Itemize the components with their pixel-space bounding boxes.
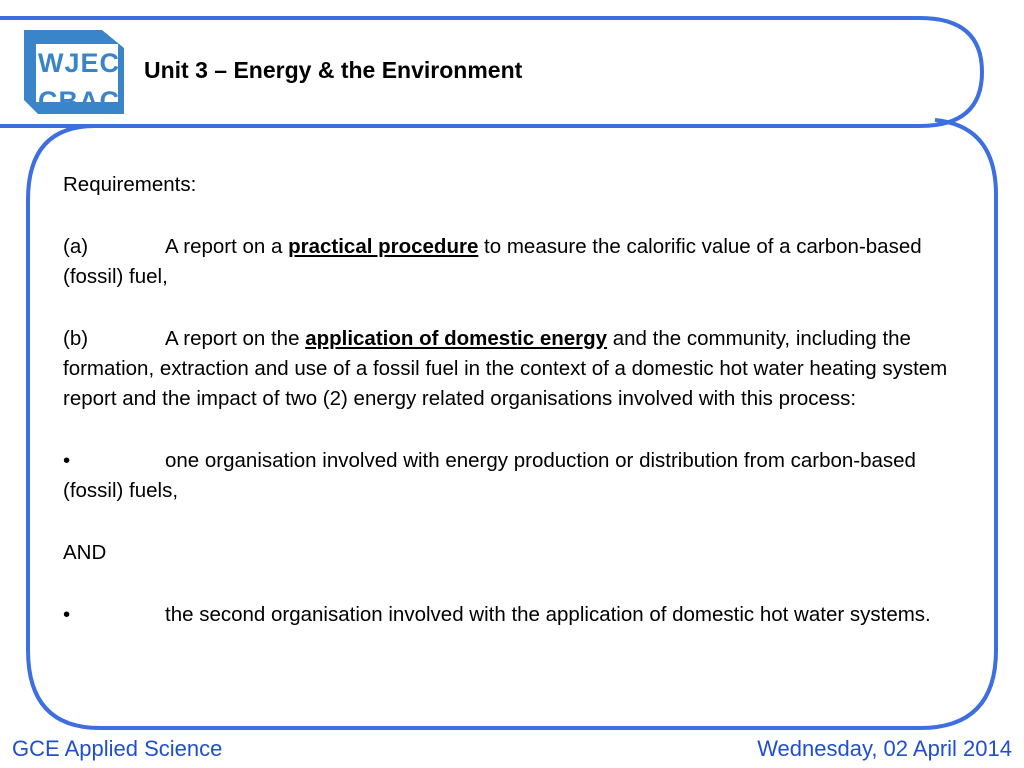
conjunction-and: AND bbox=[63, 541, 107, 564]
requirement-b-text-after: and the community, including the formation, extraction and use of a fossil fuel in the context of a domestic hot water heating system report and the impact of two (2) energy related organisations involved with this process: bbox=[63, 327, 948, 410]
requirements-heading: Requirements: bbox=[63, 173, 197, 196]
requirements-content bbox=[63, 170, 963, 630]
bullet-item-2 bbox=[63, 600, 963, 630]
requirement-a-emphasis: practical procedure bbox=[288, 235, 479, 258]
footer-course-name: GCE Applied Science bbox=[12, 736, 223, 761]
bullet-item-1 bbox=[63, 446, 963, 506]
logo-text-cbac: CBAC bbox=[38, 86, 120, 116]
bullet-1-text: one organisation involved with energy production or distribution from carbon-based (fossil) fuels, bbox=[63, 449, 916, 502]
footer-date: Wednesday, 02 April 2014 bbox=[757, 736, 1012, 761]
requirement-a-text-after: to measure the calorific value of a carbon-based (fossil) fuel, bbox=[63, 235, 922, 288]
bullet-2-text: the second organisation involved with the application of domestic hot water systems. bbox=[165, 603, 931, 626]
logo-text-wjec: WJEC bbox=[38, 48, 121, 78]
requirement-b bbox=[63, 324, 963, 414]
bullet-1-marker: • bbox=[63, 449, 71, 472]
requirement-b-text-before: A report on the bbox=[165, 327, 306, 350]
requirement-a bbox=[63, 232, 963, 292]
slide-title: Unit 3 – Energy & the Environment bbox=[144, 57, 523, 83]
requirement-b-emphasis: application of domestic energy bbox=[305, 327, 608, 350]
bullet-2-marker: • bbox=[63, 603, 71, 626]
requirement-a-text-before: A report on a bbox=[165, 235, 289, 258]
requirement-b-marker: (b) bbox=[63, 327, 89, 350]
requirement-a-marker: (a) bbox=[63, 235, 89, 258]
